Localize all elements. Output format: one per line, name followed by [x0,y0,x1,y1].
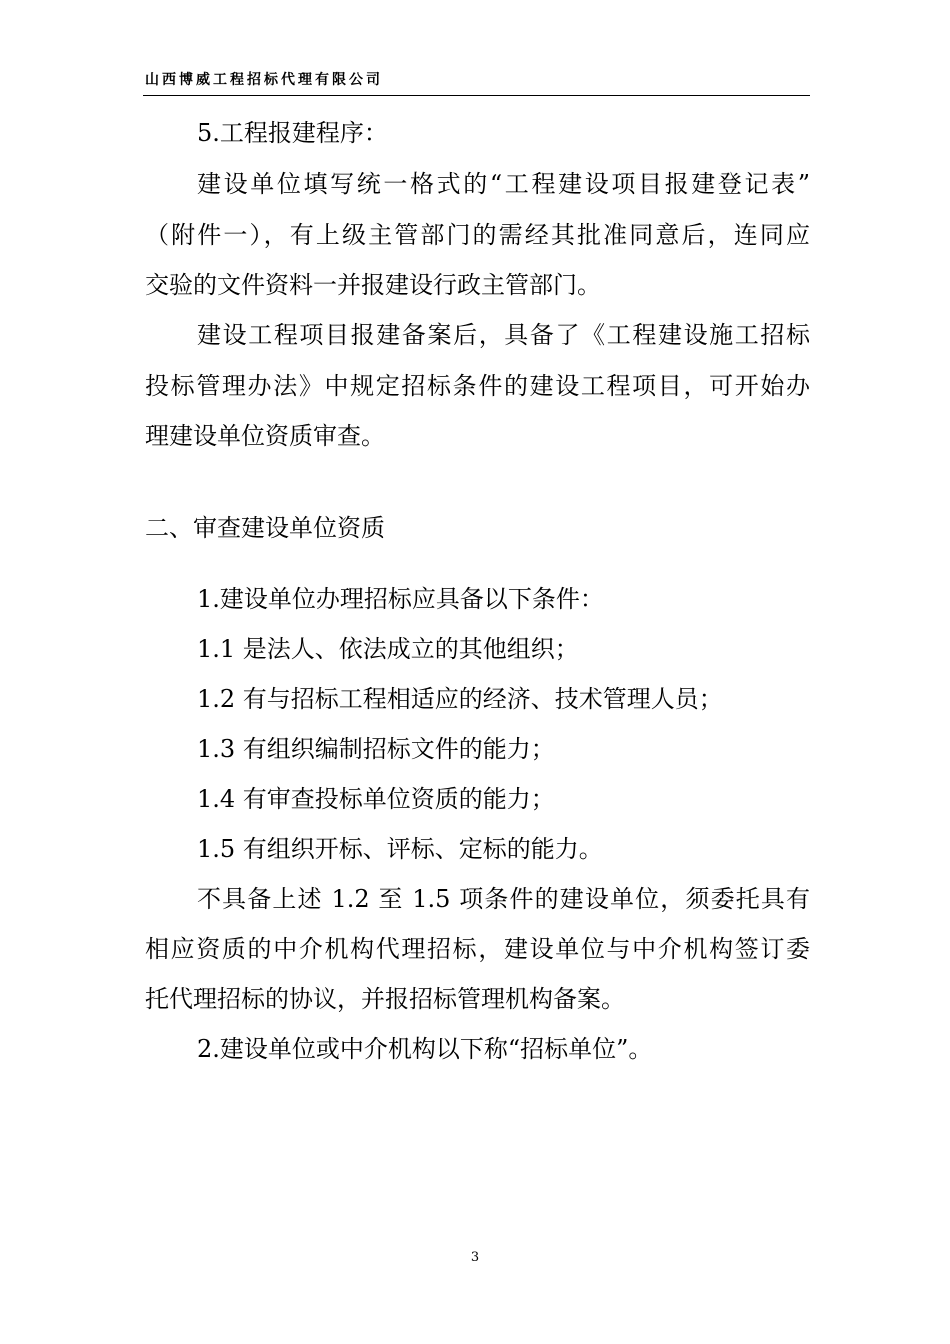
paragraph-line: （附件一），有上级主管部门的需经其批准同意后，连同应 [145,221,810,249]
list-item: 1.4 有审查投标单位资质的能力； [197,785,555,813]
paragraph-line: 投标管理办法》中规定招标条件的建设工程项目，可开始办 [145,372,810,400]
section-heading: 二、审查建设单位资质 [145,514,385,542]
list-item: 1.5 有组织开标、评标、定标的能力。 [197,835,603,863]
paragraph-line: 1.建设单位办理招标应具备以下条件： [197,585,604,613]
list-item: 1.1 是法人、依法成立的其他组织； [197,635,579,663]
list-item: 1.2 有与招标工程相适应的经济、技术管理人员； [197,685,723,713]
paragraph-line: 理建设单位资质审查。 [145,422,385,450]
header-divider [143,95,810,96]
paragraph-line: 建设工程项目报建备案后，具备了《工程建设施工招标 [197,321,810,349]
list-item: 1.3 有组织编制招标文件的能力； [197,735,555,763]
paragraph-line: 交验的文件资料一并报建设行政主管部门。 [145,271,601,299]
paragraph-line: 5.工程报建程序： [197,119,388,147]
paragraph-line: 2.建设单位或中介机构以下称“招标单位”。 [197,1035,653,1063]
paragraph-line: 相应资质的中介机构代理招标，建设单位与中介机构签订委 [145,935,810,963]
page-header-company: 山西博威工程招标代理有限公司 [145,72,383,88]
paragraph-line: 不具备上述 1.2 至 1.5 项条件的建设单位，须委托具有 [197,885,810,913]
paragraph-line: 建设单位填写统一格式的“工程建设项目报建登记表” [197,170,810,198]
page-number: 3 [470,1250,480,1265]
paragraph-line: 托代理招标的协议，并报招标管理机构备案。 [145,985,625,1013]
